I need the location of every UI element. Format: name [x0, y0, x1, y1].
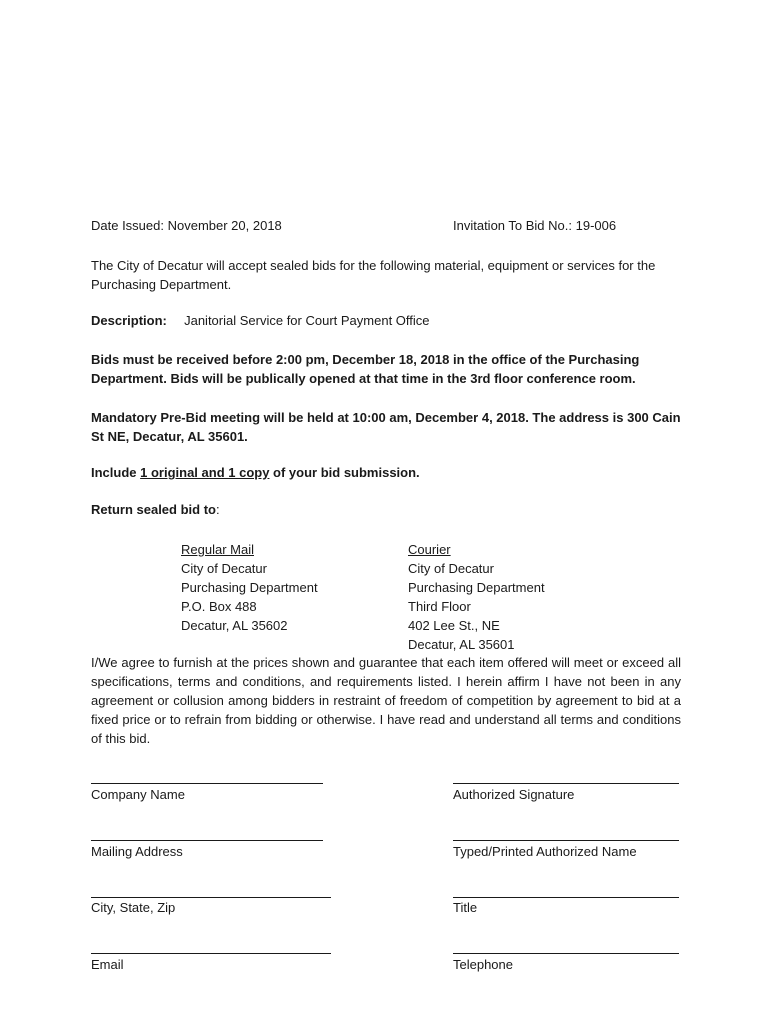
courier-line: Purchasing Department: [408, 580, 545, 595]
courier-address: [408, 540, 545, 654]
agreement-paragraph: I/We agree to furnish at the prices shown and guarantee that each item offered will meet or exceed all specifications, terms and conditions, and requirements listed. I herein affirm I have not been in any agreement or collusion among bidders in restraint of freedom of competition by agreement to bid at a fixed price or to refrain from bidding or otherwise. I have read and understand all terms and conditions of this bid.: [91, 655, 681, 746]
telephone-line[interactable]: [453, 953, 679, 954]
title-label: Title: [453, 900, 478, 915]
regular-mail-line: P.O. Box 488: [181, 599, 257, 614]
description-value: Janitorial Service for Court Payment Office: [184, 313, 430, 328]
description-row: [91, 313, 430, 328]
include-line: [91, 465, 420, 480]
bid-number: Invitation To Bid No.: 19-006: [453, 218, 617, 233]
email-label: Email: [91, 957, 124, 972]
prebid-paragraph: Mandatory Pre-Bid meeting will be held at 10:00 am, December 4, 2018. The address is 300 Cain St NE, Decatur, AL 35601.: [91, 410, 681, 444]
include-underlined: 1 original and 1 copy: [140, 465, 270, 480]
return-line: [91, 502, 220, 517]
regular-mail-title: Regular Mail: [181, 542, 254, 557]
typed-name-line[interactable]: [453, 840, 679, 841]
company-name-line[interactable]: [91, 783, 323, 784]
authorized-signature-label: Authorized Signature: [453, 787, 575, 802]
mailing-address-line[interactable]: [91, 840, 323, 841]
regular-mail-address: [181, 540, 318, 635]
regular-mail-line: City of Decatur: [181, 561, 267, 576]
description-label: Description:: [91, 313, 167, 328]
return-colon: :: [215, 502, 220, 517]
courier-line: 402 Lee St., NE: [408, 618, 500, 633]
regular-mail-line: Decatur, AL 35602: [181, 618, 288, 633]
city-state-zip-label: City, State, Zip: [91, 900, 176, 915]
mailing-address-label: Mailing Address: [91, 844, 183, 859]
regular-mail-line: Purchasing Department: [181, 580, 318, 595]
courier-line: City of Decatur: [408, 561, 494, 576]
courier-title: Courier: [408, 542, 451, 557]
typed-name-label: Typed/Printed Authorized Name: [453, 844, 637, 859]
bids-received-paragraph: Bids must be received before 2:00 pm, December 18, 2018 in the office of the Purchasing Department. Bids will be publically opened at that time in the 3rd floor conference room.: [91, 352, 640, 386]
include-prefix: Include: [91, 465, 141, 480]
authorized-signature-line[interactable]: [453, 783, 679, 784]
intro-paragraph: The City of Decatur will accept sealed bids for the following material, equipment or services for the Purchasing Department.: [91, 258, 656, 292]
return-label: Return sealed bid to: [91, 502, 216, 517]
date-issued: Date Issued: November 20, 2018: [91, 218, 282, 233]
city-state-zip-line[interactable]: [91, 897, 331, 898]
courier-line: Third Floor: [408, 599, 471, 614]
email-line[interactable]: [91, 953, 331, 954]
courier-line: Decatur, AL 35601: [408, 637, 515, 652]
include-suffix: of your bid submission.: [269, 465, 420, 480]
telephone-label: Telephone: [453, 957, 513, 972]
title-line[interactable]: [453, 897, 679, 898]
company-name-label: Company Name: [91, 787, 185, 802]
